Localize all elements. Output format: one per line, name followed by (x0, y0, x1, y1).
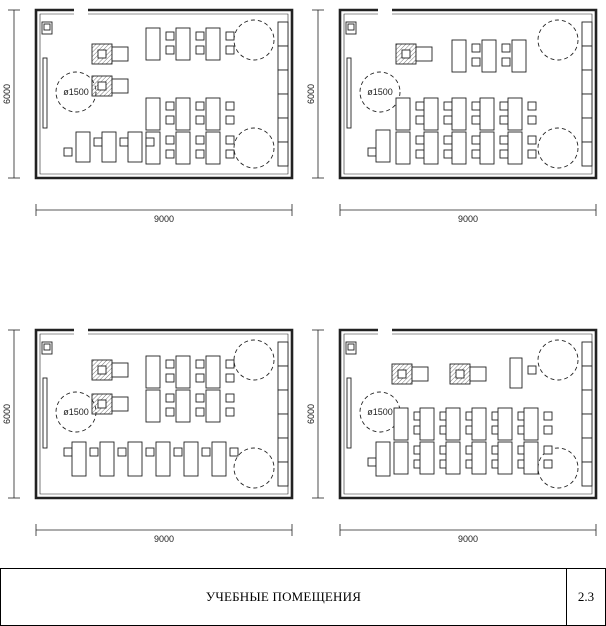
student-chair (166, 360, 174, 368)
student-desk (396, 132, 410, 164)
student-chair (528, 366, 536, 374)
student-chair (472, 44, 480, 52)
student-desk (420, 442, 434, 474)
student-desk (176, 98, 190, 130)
student-chair (416, 102, 424, 110)
student-chair (196, 394, 204, 402)
student-desk (206, 390, 220, 422)
wheelchair-desk (470, 367, 486, 381)
student-desk (472, 408, 486, 440)
student-desk (420, 408, 434, 440)
student-desk (146, 98, 160, 130)
student-desk (512, 40, 526, 72)
student-chair (528, 136, 536, 144)
student-desk (446, 408, 460, 440)
wheelchair-desk (112, 79, 128, 93)
student-chair (444, 150, 452, 158)
student-chair (166, 136, 174, 144)
student-chair (166, 374, 174, 382)
wall-cabinet (582, 342, 592, 366)
student-chair (196, 408, 204, 416)
student-desk (498, 442, 512, 474)
plan-3 (2, 330, 292, 544)
turning-circle (234, 448, 274, 488)
student-chair (368, 148, 376, 156)
student-chair (544, 446, 552, 454)
blackboard (43, 58, 47, 128)
student-chair (166, 102, 174, 110)
height-dimension-label: 6000 (306, 403, 316, 425)
student-chair (94, 138, 102, 146)
student-chair (368, 458, 376, 466)
student-desk (376, 130, 390, 162)
student-desk (206, 28, 220, 60)
circle-diameter-label: ø1500 (367, 407, 393, 417)
student-desk (212, 442, 226, 476)
student-chair (444, 136, 452, 144)
student-chair (166, 32, 174, 40)
student-desk (128, 442, 142, 476)
student-chair (230, 448, 238, 456)
turning-circle (538, 20, 578, 60)
circle-diameter-label: ø1500 (367, 87, 393, 97)
washbasin-bowl (44, 344, 50, 350)
wall-cabinet (582, 118, 592, 142)
student-desk (498, 408, 512, 440)
student-desk (452, 40, 466, 72)
student-desk (146, 132, 160, 164)
student-desk (446, 442, 460, 474)
student-chair (196, 102, 204, 110)
student-chair (544, 412, 552, 420)
student-desk (146, 356, 160, 388)
caption-block (0, 568, 606, 626)
student-chair (166, 150, 174, 158)
student-desk (76, 132, 90, 162)
student-chair (416, 136, 424, 144)
student-chair (226, 116, 234, 124)
student-chair (196, 374, 204, 382)
student-desk (524, 408, 538, 440)
student-chair (166, 408, 174, 416)
student-desk (176, 132, 190, 164)
blackboard (347, 378, 351, 448)
wall-cabinet (582, 414, 592, 438)
student-chair (502, 58, 510, 66)
wall-cabinet (278, 94, 288, 118)
student-desk (452, 132, 466, 164)
washbasin-bowl (348, 344, 354, 350)
wall-cabinet (278, 366, 288, 390)
student-chair (120, 138, 128, 146)
student-chair (90, 448, 98, 456)
student-chair (416, 116, 424, 124)
student-desk (394, 408, 408, 440)
student-chair (472, 58, 480, 66)
student-chair (500, 102, 508, 110)
student-chair (416, 150, 424, 158)
student-desk (508, 98, 522, 130)
wheelchair-desk (416, 47, 432, 61)
student-chair (226, 46, 234, 54)
wall-cabinet (278, 118, 288, 142)
student-desk (480, 132, 494, 164)
wall-cabinet (582, 366, 592, 390)
student-desk (176, 390, 190, 422)
student-chair (196, 150, 204, 158)
wall-cabinet (278, 390, 288, 414)
caption-title: УЧЕБНЫЕ ПОМЕЩЕНИЯ (0, 568, 567, 626)
student-chair (196, 46, 204, 54)
student-chair (226, 360, 234, 368)
student-desk (72, 442, 86, 476)
student-desk (508, 132, 522, 164)
student-chair (118, 448, 126, 456)
wall-cabinet (582, 462, 592, 486)
student-chair (196, 136, 204, 144)
student-chair (226, 102, 234, 110)
student-chair (444, 102, 452, 110)
wheelchair-seat (398, 370, 406, 378)
wheelchair-desk (112, 397, 128, 411)
width-dimension-label: 9000 (153, 534, 175, 544)
width-dimension-label: 9000 (457, 534, 479, 544)
student-chair (146, 448, 154, 456)
height-dimension-label: 6000 (306, 83, 316, 105)
student-chair (166, 394, 174, 402)
student-desk (184, 442, 198, 476)
student-chair (226, 150, 234, 158)
student-chair (472, 116, 480, 124)
student-desk (394, 442, 408, 474)
student-chair (472, 136, 480, 144)
student-chair (202, 448, 210, 456)
student-chair (196, 116, 204, 124)
student-desk (376, 442, 390, 476)
wheelchair-seat (98, 50, 106, 58)
wheelchair-seat (98, 366, 106, 374)
wall-cabinet (278, 70, 288, 94)
student-chair (226, 32, 234, 40)
student-desk (146, 390, 160, 422)
student-desk (424, 132, 438, 164)
plan-1 (2, 10, 292, 224)
wheelchair-desk (112, 47, 128, 61)
wheelchair-seat (456, 370, 464, 378)
student-desk (206, 132, 220, 164)
wall-cabinet (582, 22, 592, 46)
student-chair (500, 136, 508, 144)
student-desk (176, 356, 190, 388)
circle-diameter-label: ø1500 (63, 407, 89, 417)
student-chair (146, 138, 154, 146)
turning-circle (234, 20, 274, 60)
student-desk (206, 356, 220, 388)
wall-cabinet (278, 462, 288, 486)
wall-cabinet (582, 46, 592, 70)
student-chair (226, 394, 234, 402)
width-dimension-label: 9000 (457, 214, 479, 224)
student-chair (544, 460, 552, 468)
student-desk (128, 132, 142, 162)
student-desk (206, 98, 220, 130)
student-desk (146, 28, 160, 60)
wall-cabinet (278, 22, 288, 46)
wall-cabinet (582, 438, 592, 462)
student-chair (64, 148, 72, 156)
student-chair (64, 448, 72, 456)
plan-4 (306, 330, 596, 544)
student-chair (472, 150, 480, 158)
student-chair (528, 116, 536, 124)
turning-circle (538, 340, 578, 380)
blackboard (43, 378, 47, 448)
student-desk (524, 442, 538, 474)
height-dimension-label: 6000 (2, 403, 12, 425)
width-dimension-label: 9000 (153, 214, 175, 224)
circle-diameter-label: ø1500 (63, 87, 89, 97)
student-chair (226, 374, 234, 382)
height-dimension-label: 6000 (2, 83, 12, 105)
wall-cabinet (278, 438, 288, 462)
student-desk (480, 98, 494, 130)
turning-circle (234, 128, 274, 168)
student-chair (500, 116, 508, 124)
wall-cabinet (582, 70, 592, 94)
student-chair (544, 426, 552, 434)
turning-circle (234, 340, 274, 380)
wall-cabinet (278, 142, 288, 166)
caption-number: 2.3 (566, 568, 606, 626)
wall-cabinet (278, 342, 288, 366)
wheelchair-seat (98, 400, 106, 408)
wall-cabinet (582, 142, 592, 166)
student-desk (100, 442, 114, 476)
student-desk (482, 40, 496, 72)
student-desk (424, 98, 438, 130)
student-chair (528, 102, 536, 110)
wheelchair-desk (112, 363, 128, 377)
student-chair (472, 102, 480, 110)
student-desk (156, 442, 170, 476)
student-chair (174, 448, 182, 456)
student-desk (510, 358, 522, 388)
student-chair (226, 408, 234, 416)
student-chair (500, 150, 508, 158)
student-chair (226, 136, 234, 144)
student-desk (396, 98, 410, 130)
wall-cabinet (278, 414, 288, 438)
washbasin-bowl (348, 24, 354, 30)
student-desk (452, 98, 466, 130)
wheelchair-desk (412, 367, 428, 381)
wall-cabinet (278, 46, 288, 70)
student-desk (176, 28, 190, 60)
student-chair (166, 46, 174, 54)
blackboard (347, 58, 351, 128)
wall-cabinet (582, 94, 592, 118)
wall-cabinet (582, 390, 592, 414)
wheelchair-seat (98, 82, 106, 90)
student-desk (472, 442, 486, 474)
student-chair (196, 32, 204, 40)
student-chair (502, 44, 510, 52)
student-chair (166, 116, 174, 124)
plan-2 (306, 10, 596, 224)
washbasin-bowl (44, 24, 50, 30)
wheelchair-seat (402, 50, 410, 58)
student-desk (102, 132, 116, 162)
student-chair (528, 150, 536, 158)
student-chair (444, 116, 452, 124)
student-chair (196, 360, 204, 368)
turning-circle (538, 128, 578, 168)
